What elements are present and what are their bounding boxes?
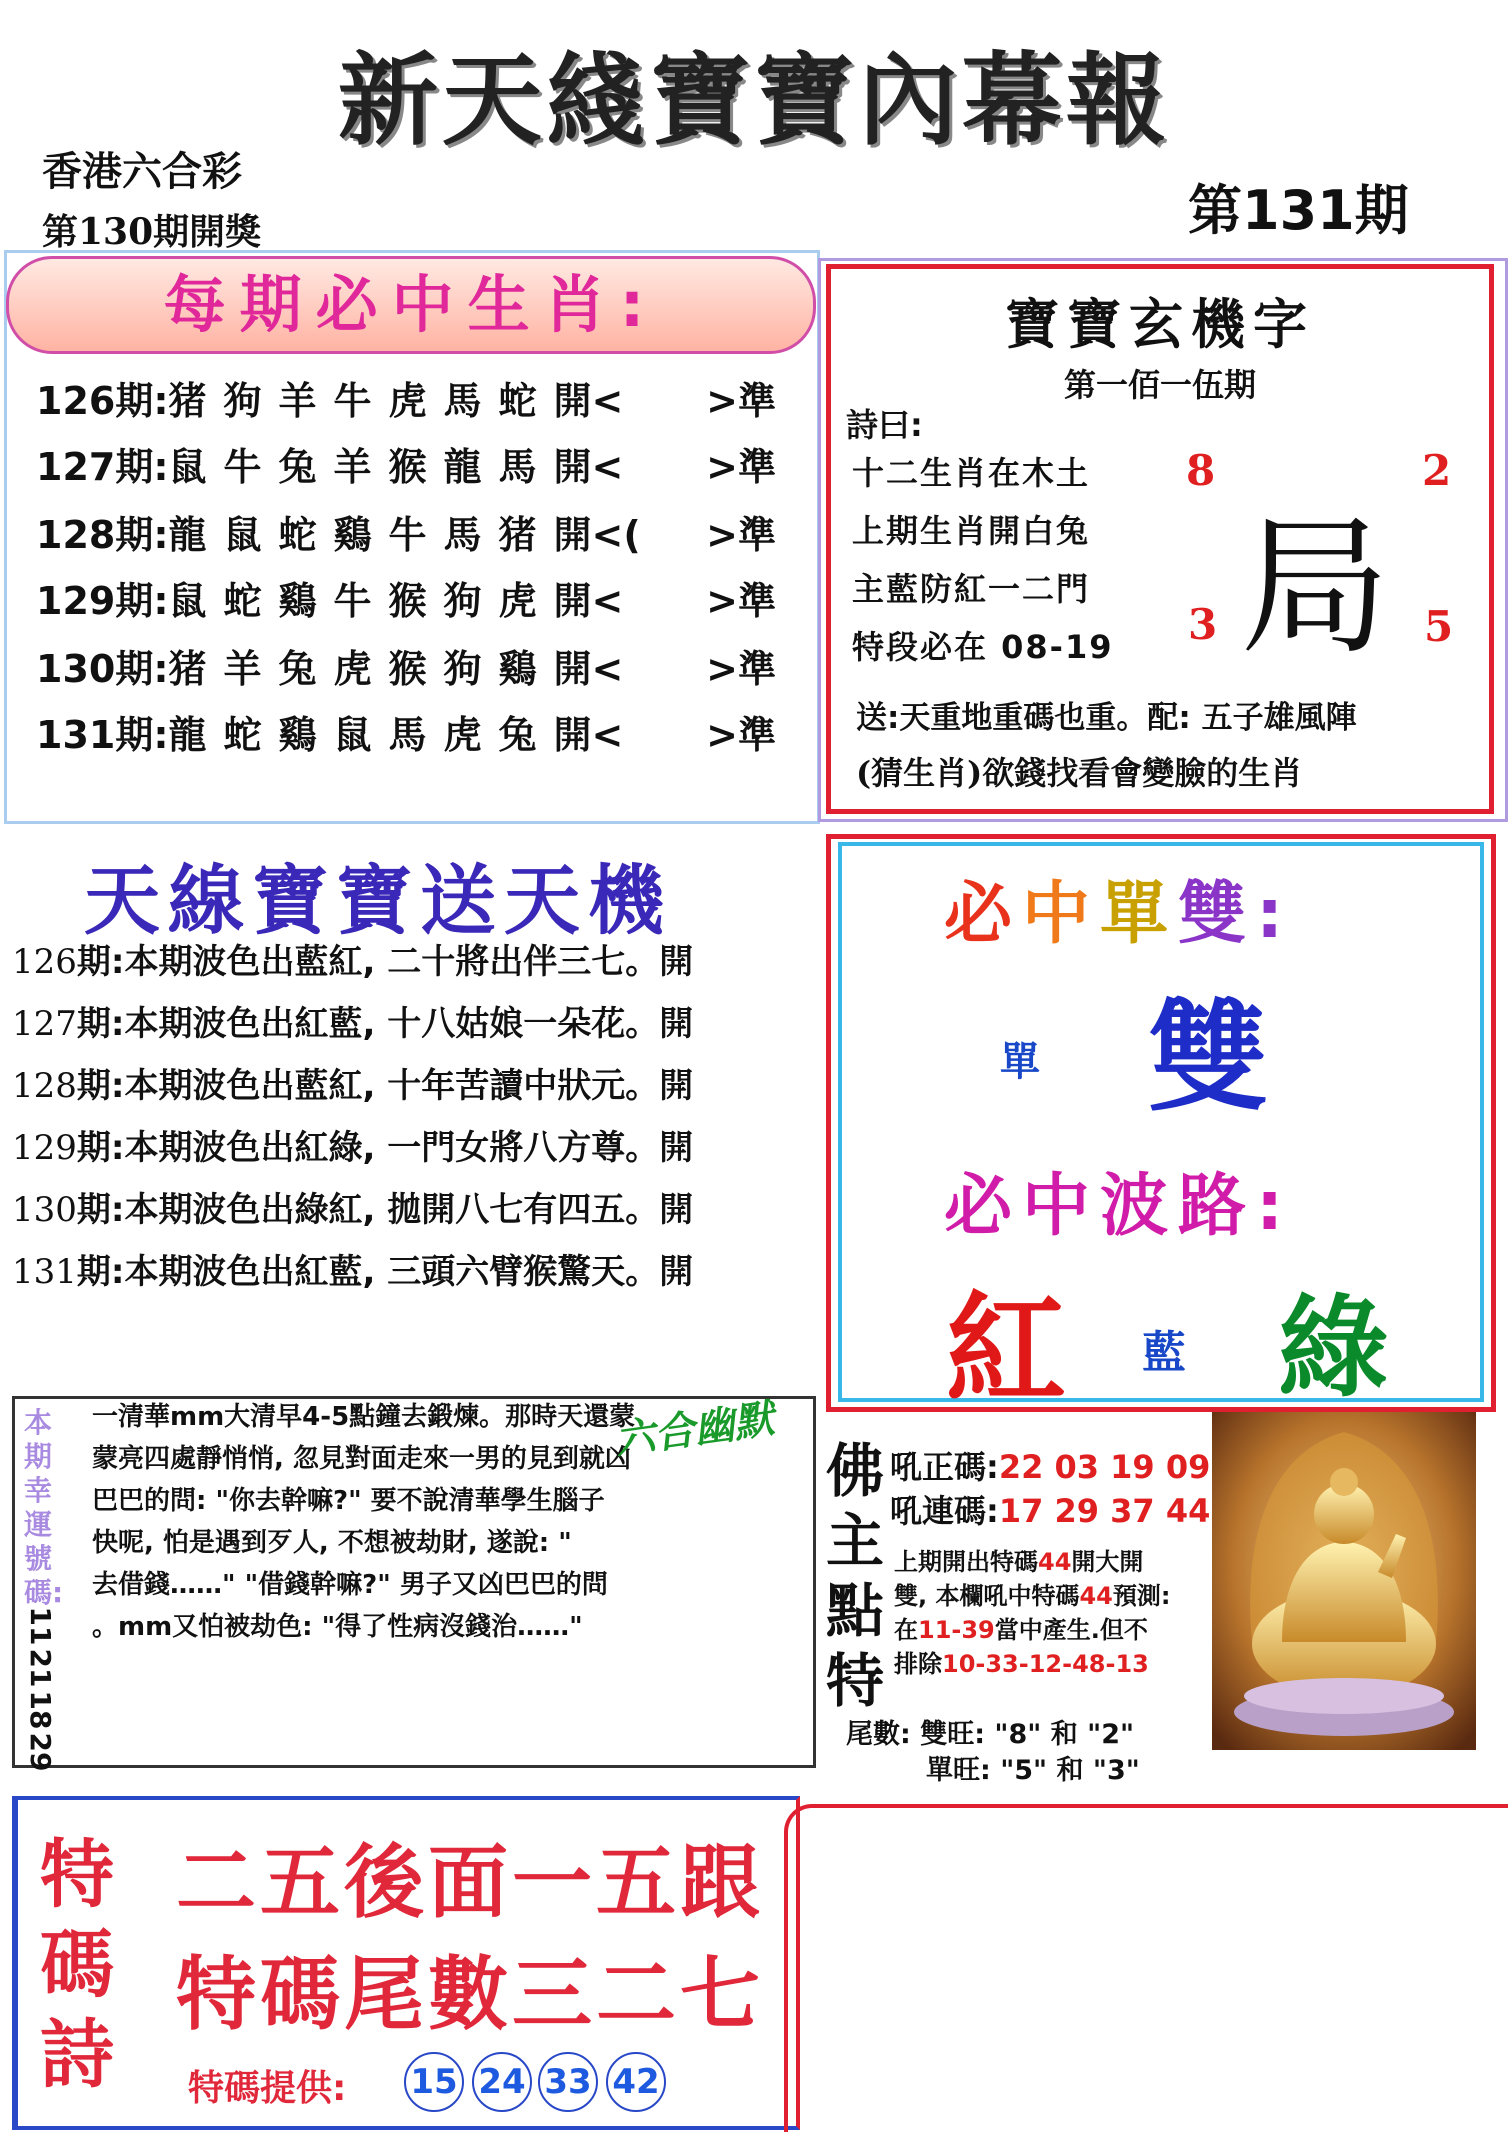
tip-line: 在11-39當中產生.但不: [894, 1616, 1148, 1644]
newspaper-title: 新天綫寶寶內幕報: [338, 42, 1170, 159]
zodiac-row: [36, 504, 776, 562]
tip-line: 雙, 本欄吼中特碼44預測:: [894, 1582, 1171, 1610]
story-line: 快呢, 怕是遇到歹人, 不想被劫財, 遂說: ": [92, 1528, 572, 1558]
secret-number: 5: [1424, 602, 1454, 651]
heaven-row-text: 期:本期波色出藍紅, 十年苦讀中狀元。開: [76, 1066, 694, 1106]
zodiac-period: 126期:: [36, 379, 169, 423]
lucky-number: 11: [24, 1606, 57, 1646]
number-ball: 15: [404, 2052, 464, 2112]
tip-line: 上期開出特碼44開大開: [894, 1548, 1144, 1576]
secret-issue: 第一佰一伍期: [1063, 366, 1256, 404]
story-line: 去借錢……" "借錢幹嘛?" 男子又凶巴巴的問: [92, 1570, 608, 1600]
tail-odd: 單旺: "5" 和 "3": [926, 1755, 1140, 1786]
heaven-row: [12, 996, 693, 1045]
roar-main-numbers: 吼正碼:22 03 19 09: [890, 1448, 1211, 1486]
zodiac-accurate: >準: [706, 713, 776, 757]
zodiac-animals: 鼠牛兔羊猴龍馬: [168, 445, 554, 489]
zodiac-open: 開<: [553, 579, 624, 623]
number-ball: 24: [472, 2052, 532, 2112]
wave-red: 紅: [946, 1281, 1066, 1420]
zodiac-open: 開<: [553, 647, 624, 691]
heaven-row-text: 期:本期波色出紅藍, 十八姑娘一朵花。開: [76, 1004, 694, 1044]
zodiac-row: [36, 370, 776, 428]
zodiac-period: 129期:: [36, 579, 169, 623]
zodiac-animals: 龍鼠蛇鷄牛馬猪: [168, 513, 554, 557]
buddha-tips-label: 佛主點特: [826, 1437, 885, 1715]
tail-even: 尾數: 雙旺: "8" 和 "2": [846, 1719, 1135, 1750]
lucky-number: 29: [24, 1732, 57, 1772]
zodiac-accurate: >準: [706, 647, 776, 691]
zodiac-open: 開<: [553, 713, 624, 757]
heaven-period-number: 128: [12, 1066, 77, 1106]
special-poem-label: 特碼詩: [40, 1832, 114, 2098]
heaven-row: [12, 934, 693, 983]
secret-big-character: 局: [1240, 501, 1391, 675]
poem-line: 特段必在 08-19: [852, 628, 1114, 666]
wave-green: 綠: [1278, 1284, 1388, 1412]
zodiac-animals: 龍蛇鷄鼠馬虎兔: [168, 713, 554, 757]
zodiac-accurate: >準: [706, 445, 776, 489]
number-ball: 42: [606, 2052, 666, 2112]
secret-number: 3: [1188, 600, 1218, 649]
special-poem-line: 特碼尾數三二七: [176, 1948, 764, 2041]
heaven-row: [12, 1244, 693, 1293]
zodiac-open: 開<(: [553, 513, 641, 557]
heaven-row: [12, 1182, 693, 1231]
heaven-row-text: 期:本期波色出藍紅, 二十將出伴三七。開: [76, 942, 694, 982]
special-provide-label: 特碼提供:: [188, 2068, 347, 2109]
heaven-period-number: 131: [12, 1252, 77, 1292]
zodiac-period: 128期:: [36, 513, 169, 557]
zodiac-accurate: >準: [706, 579, 776, 623]
buddha-statue-image: [1212, 1412, 1476, 1750]
heaven-secret-title: 天線寶寶送天機: [84, 856, 672, 945]
issue-badge: 第131期: [1188, 179, 1409, 242]
heaven-period-number: 126: [12, 942, 77, 982]
zodiac-animals: 猪羊兔虎猴狗鷄: [168, 647, 554, 691]
zodiac-row: [36, 638, 776, 696]
story-line: 巴巴的問: "你去幹嘛?" 要不說清華學生腦子: [92, 1486, 605, 1516]
zodiac-row: [36, 704, 776, 762]
empty-frame: [784, 1804, 1508, 2132]
story-line: 蒙亮四處靜悄悄, 忽見對面走來一男的見到就凶: [92, 1444, 631, 1474]
secret-number: 2: [1422, 446, 1452, 495]
secret-number: 8: [1186, 446, 1216, 495]
zodiac-row: [36, 570, 776, 628]
secret-guess-line: (猜生肖)欲錢找看會變臉的生肖: [856, 754, 1303, 792]
zodiac-accurate: >準: [706, 379, 776, 423]
heaven-row: [12, 1058, 693, 1107]
odd-even-title: 必中單雙:: [944, 875, 1294, 954]
special-poem-line: 二五後面一五跟: [176, 1836, 764, 1929]
lucky-number: 18: [24, 1690, 57, 1730]
wave-blue: 藍: [1142, 1327, 1186, 1378]
zodiac-banner: 每期必中生肖:: [6, 256, 816, 354]
tip-line: 排除10-33-12-48-13: [894, 1650, 1149, 1678]
zodiac-open: 開<: [553, 445, 624, 489]
zodiac-period: 131期:: [36, 713, 169, 757]
zodiac-period: 127期:: [36, 445, 169, 489]
poem-line: 十二生肖在木土: [852, 454, 1091, 492]
poem-label: 詩曰:: [846, 406, 923, 444]
zodiac-animals: 猪狗羊牛虎馬蛇: [168, 379, 554, 423]
secret-send-line: 送:天重地重碼也重。配: 五子雄風陣: [856, 700, 1357, 736]
heaven-row-text: 期:本期波色出紅藍, 三頭六臂猴驚天。開: [76, 1252, 694, 1292]
odd-label: 單: [1000, 1039, 1040, 1085]
roar-link-numbers: 吼連碼:17 29 37 44: [890, 1492, 1211, 1530]
zodiac-row: [36, 436, 776, 494]
heaven-row-text: 期:本期波色出綠紅, 拋開八七有四五。開: [76, 1190, 694, 1230]
even-label: 雙: [1148, 989, 1268, 1128]
heaven-row: [12, 1120, 693, 1169]
heaven-period-number: 130: [12, 1190, 77, 1230]
zodiac-accurate: >準: [706, 513, 776, 557]
humor-title: 六合幽默: [612, 1396, 777, 1464]
number-ball: 33: [538, 2052, 598, 2112]
heaven-row-text: 期:本期波色出紅綠, 一門女將八方尊。開: [76, 1128, 694, 1168]
lucky-number: 21: [24, 1648, 57, 1688]
wave-color-title: 必中波路:: [944, 1167, 1294, 1246]
zodiac-animals: 鼠蛇鷄牛猴狗虎: [168, 579, 554, 623]
lucky-numbers: [20, 1605, 60, 1775]
story-line: 一清華mm大清早4-5點鐘去鍛煉。那時天還蒙: [92, 1402, 636, 1432]
poem-line: 上期生肖開白兔: [852, 512, 1091, 550]
poem-line: 主藍防紅一二門: [852, 570, 1091, 608]
heaven-period-number: 127: [12, 1004, 77, 1044]
zodiac-open: 開<: [553, 379, 624, 423]
draw-note: 第130期開獎: [42, 211, 262, 253]
zodiac-period: 130期:: [36, 647, 169, 691]
story-line: 。mm又怕被劫色: "得了性病沒錢治……": [92, 1612, 583, 1642]
lucky-number-label: 本期幸運號碼:: [24, 1406, 64, 1609]
secret-title: 寶寶玄機字: [1005, 292, 1315, 356]
lottery-name: 香港六合彩: [42, 148, 242, 195]
heaven-period-number: 129: [12, 1128, 77, 1168]
